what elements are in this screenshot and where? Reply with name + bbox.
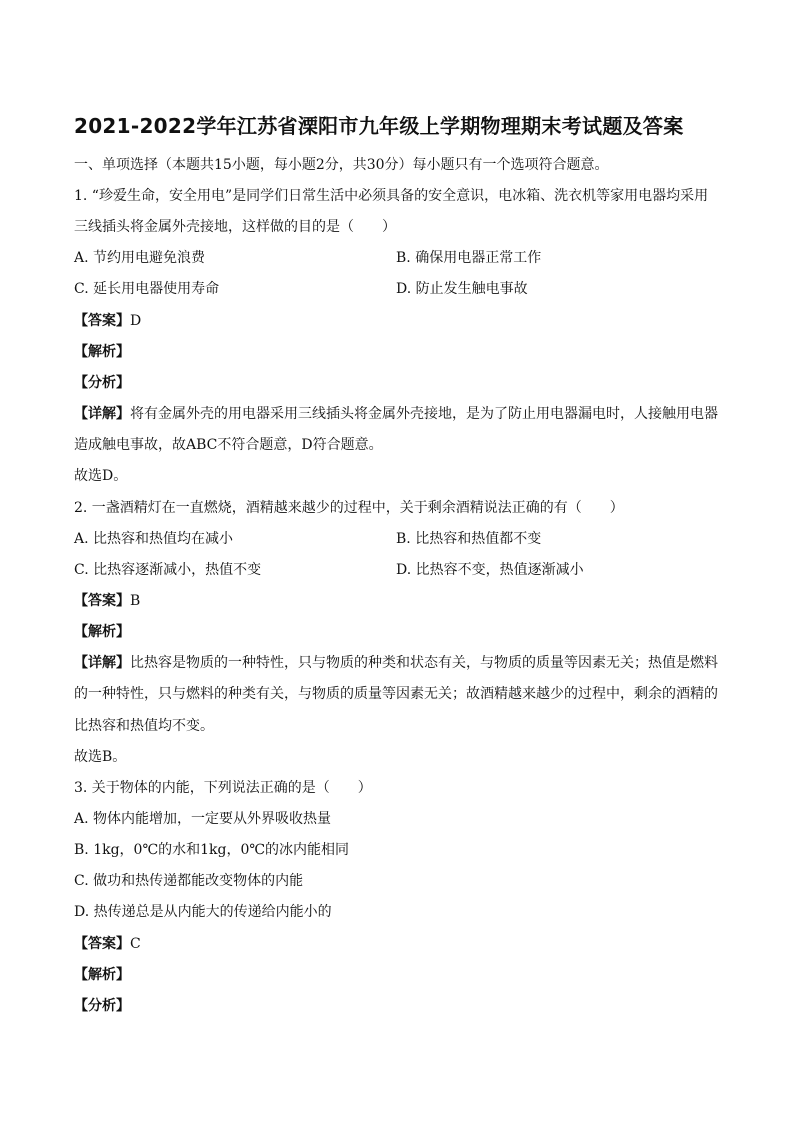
q1-stem-line-1: 1. “珍爱生命，安全用电”是同学们日常生活中必须具备的安全意识，电冰箱、洗衣机等家用电器均采用 <box>74 188 709 204</box>
q1-fenxi-tag: 【分析】 <box>74 375 130 391</box>
q2-stem: 2. 一盏酒精灯在一直燃烧，酒精越来越少的过程中，关于剩余酒精说法正确的有（ ） <box>74 500 624 516</box>
q1-option-c: C. 延长用电器使用寿命 <box>74 281 220 297</box>
answer-value: B <box>130 593 141 609</box>
q1-option-b: B. 确保用电器正常工作 <box>396 250 542 266</box>
q2-detail-line-1 <box>74 653 718 673</box>
q1-option-d: D. 防止发生触电事故 <box>396 281 528 297</box>
answer-value: C <box>130 936 141 952</box>
q2-detail-line-2: 的一种特性，只与燃料的种类有关，与物质的质量等因素无关；故酒精越来越少的过程中，剩余的酒精的 <box>74 686 718 702</box>
detail-text: 比热容是物质的一种特性，只与物质的种类和状态有关，与物质的质量等因素无关；热值是燃料 <box>130 655 718 671</box>
answer-tag: 【答案】 <box>74 936 130 952</box>
q1-answer <box>74 311 141 331</box>
document-title: 2021-2022学年江苏省溧阳市九年级上学期物理期末考试题及答案 <box>74 114 684 138</box>
detail-tag: 【详解】 <box>74 406 130 422</box>
detail-tag: 【详解】 <box>74 655 130 671</box>
answer-tag: 【答案】 <box>74 593 130 609</box>
q3-stem: 3. 关于物体的内能，下列说法正确的是（ ） <box>74 780 372 796</box>
q1-analysis-tag: 【解析】 <box>74 344 130 360</box>
section-heading: 一、单项选择（本题共15小题，每小题2分，共30分）每小题只有一个选项符合题意。 <box>74 157 609 173</box>
q2-option-c: C. 比热容逐渐减小，热值不变 <box>74 562 262 578</box>
q2-option-b: B. 比热容和热值都不变 <box>396 531 542 547</box>
q1-detail-line-2: 造成触电事故，故ABC不符合题意，D符合题意。 <box>74 437 383 453</box>
detail-text: 将有金属外壳的用电器采用三线插头将金属外壳接地，是为了防止用电器漏电时，人接触用电器 <box>130 406 718 422</box>
q2-detail-line-3: 比热容和热值均不变。 <box>74 718 214 734</box>
q3-fenxi-tag: 【分析】 <box>74 998 130 1014</box>
q1-option-a: A. 节约用电避免浪费 <box>74 250 206 266</box>
answer-tag: 【答案】 <box>74 313 130 329</box>
q3-option-b: B. 1kg，0℃的水和1kg，0℃的冰内能相同 <box>74 842 350 858</box>
q1-detail-line-1 <box>74 404 718 424</box>
q2-option-a: A. 比热容和热值均在减小 <box>74 531 234 547</box>
q2-answer <box>74 591 140 611</box>
answer-value: D <box>130 313 142 329</box>
q1-stem-line-2: 三线插头将金属外壳接地，这样做的目的是（ ） <box>74 219 396 235</box>
q2-option-d: D. 比热容不变，热值逐渐减小 <box>396 562 584 578</box>
q3-option-a: A. 物体内能增加，一定要从外界吸收热量 <box>74 811 332 827</box>
q2-analysis-tag: 【解析】 <box>74 624 130 640</box>
q3-analysis-tag: 【解析】 <box>74 967 130 983</box>
q1-conclusion: 故选D。 <box>74 468 128 484</box>
q3-answer <box>74 934 141 954</box>
q3-option-d: D. 热传递总是从内能大的传递给内能小的 <box>74 904 332 920</box>
q3-option-c: C. 做功和热传递都能改变物体的内能 <box>74 873 304 889</box>
q2-conclusion: 故选B。 <box>74 749 127 765</box>
